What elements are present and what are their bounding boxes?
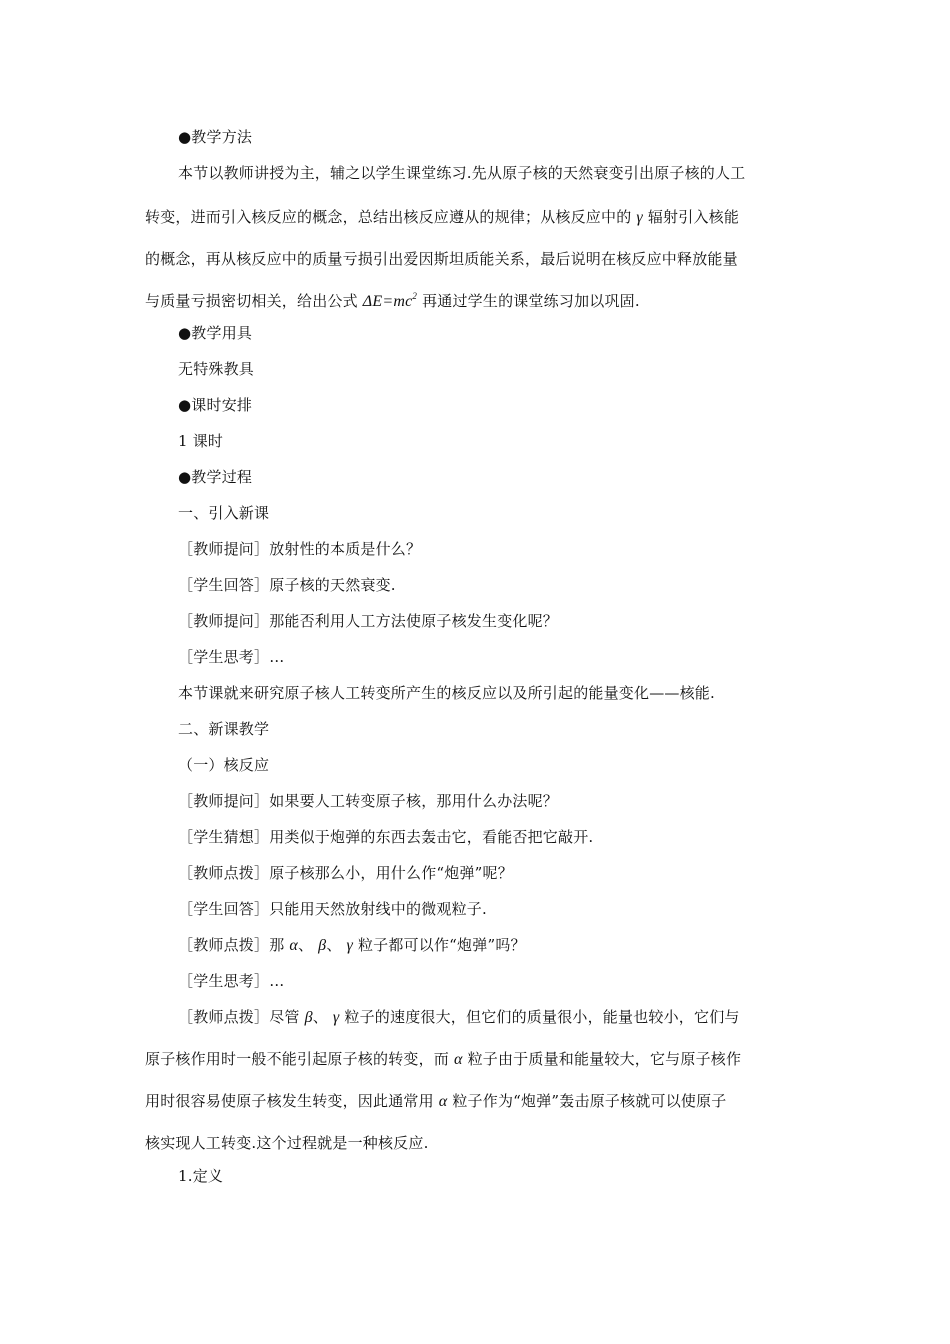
alpha-symbol: α [453, 1051, 463, 1068]
dialog-line: ［教师提问］如果要人工转变原子核，那用什么办法呢？ [178, 792, 559, 810]
dialog-line: ［学生猜想］用类似于炮弹的东西去轰击它，看能否把它敲开. [178, 828, 594, 846]
alpha-symbol: α [289, 937, 298, 954]
dialog-line: ［学生思考］… [178, 972, 285, 990]
dialog-line: ［学生回答］只能用天然放射线中的微观粒子. [178, 900, 487, 918]
text-span: 辐射引入核能 [647, 208, 740, 226]
section-heading-schedule: ●课时安排 [178, 396, 253, 414]
paragraph-line [145, 207, 739, 228]
text-span: 再通过学生的课堂练习加以巩固. [422, 292, 640, 310]
part-title: 二、新课教学 [178, 720, 270, 738]
formula-exponent: 2 [412, 291, 418, 301]
paragraph-line: 本节以教师讲授为主，辅之以学生课堂练习.先从原子核的天然衰变引出原子核的人工 [178, 164, 746, 182]
text-span: 、 [326, 936, 342, 954]
text-span: 粒子由于质量和能量较大，它与原子核作 [467, 1050, 742, 1068]
formula-base: ΔE=mc [362, 293, 413, 310]
paragraph-line: 的概念，再从核反应中的质量亏损引出爱因斯坦质能关系，最后说明在核反应中释放能量 [145, 250, 738, 268]
dialog-line: ［学生思考］… [178, 648, 285, 666]
text-span: 粒子都可以作“炮弹”吗？ [357, 936, 526, 954]
text-span: 粒子作为“炮弹”轰击原子核就可以使原子 [452, 1092, 727, 1110]
text-span: 与质量亏损密切相关，给出公式 [145, 292, 358, 310]
formula [363, 293, 417, 310]
intro-summary: 本节课就来研究原子核人工转变所产生的核反应以及所引起的能量变化——核能. [178, 684, 715, 702]
paragraph-line: 核实现人工转变.这个过程就是一种核反应. [145, 1134, 429, 1152]
paragraph-line [145, 1049, 741, 1070]
text-span: ［教师点拨］尽管 [178, 1008, 300, 1026]
dialog-line: ［教师点拨］原子核那么小，用什么作“炮弹”呢？ [178, 864, 513, 882]
beta-symbol: β [304, 1009, 313, 1026]
part-title: 一、引入新课 [178, 504, 270, 522]
text-span: 原子核作用时一般不能引起原子核的转变，而 [145, 1050, 450, 1068]
section-heading-tools: ●教学用具 [178, 324, 253, 342]
text-span: 转变，进而引入核反应的概念，总结出核反应遵从的规律；从核反应中的 [145, 208, 632, 226]
section-heading-method: ●教学方法 [178, 128, 253, 146]
gamma-symbol: γ [346, 937, 354, 954]
text-span: ［教师点拨］那 [178, 936, 285, 954]
tools-text: 无特殊教具 [178, 360, 255, 378]
text-span: 、 [297, 936, 314, 954]
paragraph-line [178, 1007, 740, 1028]
alpha-symbol: α [438, 1093, 448, 1110]
subsection-title: （一）核反应 [178, 756, 270, 774]
section-heading-process: ●教学过程 [178, 468, 253, 486]
dialog-line: ［教师提问］放射性的本质是什么？ [178, 540, 422, 558]
definition-title: 1.定义 [178, 1167, 224, 1185]
text-span: 粒子的速度很大，但它们的质量很小，能量也较小，它们与 [344, 1008, 740, 1026]
schedule-text: 1 课时 [178, 432, 224, 450]
beta-symbol: β [318, 937, 327, 954]
dialog-line: ［学生回答］原子核的天然衰变. [178, 576, 396, 594]
text-span: 、 [312, 1008, 328, 1026]
gamma-symbol: γ [636, 209, 643, 226]
text-span: 用时很容易使原子核发生转变，因此通常用 [145, 1092, 434, 1110]
dialog-line [178, 935, 526, 956]
paragraph-line [145, 291, 640, 312]
dialog-line: ［教师提问］那能否利用人工方法使原子核发生变化呢？ [178, 612, 559, 630]
paragraph-line [145, 1091, 727, 1112]
gamma-symbol: γ [332, 1009, 340, 1026]
